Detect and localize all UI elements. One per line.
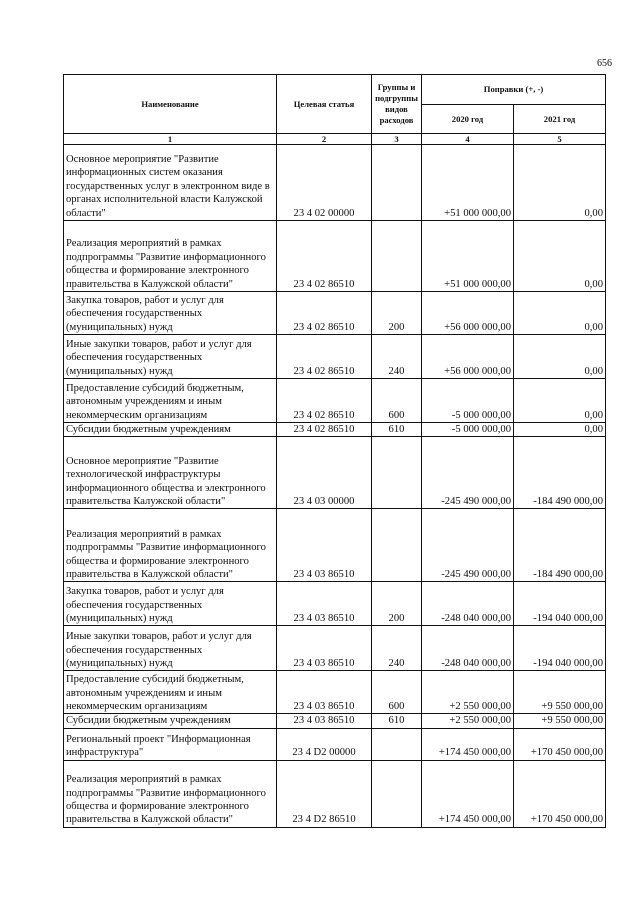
header-name: Наименование	[64, 75, 277, 134]
row-target-code: 23 4 03 86510	[277, 714, 372, 728]
table-row	[64, 423, 606, 437]
table-row	[64, 221, 606, 292]
row-group: 610	[372, 714, 422, 728]
row-group: 240	[372, 626, 422, 671]
row-group	[372, 728, 422, 760]
header-year-2021: 2021 год	[514, 105, 606, 134]
table-row	[64, 292, 606, 335]
row-name: Реализация мероприятий в рамках подпрограммы "Развитие информационного общества и формирование электронного правительства в Калужской области"	[64, 221, 277, 292]
row-name: Реализация мероприятий в рамках подпрограммы "Развитие информационного общества и формирование электронного правительства в Калужской области"	[64, 760, 277, 827]
budget-amendments-table	[63, 74, 606, 828]
row-amount-2021: 0,00	[514, 379, 606, 423]
row-name: Предоставление субсидий бюджетным, автономным учреждениям и иным некоммерческим организациям	[64, 379, 277, 423]
row-group: 200	[372, 582, 422, 626]
row-target-code: 23 4 02 86510	[277, 335, 372, 379]
row-name: Реализация мероприятий в рамках подпрограммы "Развитие информационного общества и формирование электронного правительства в Калужской области"	[64, 509, 277, 582]
row-amount-2020: -5 000 000,00	[422, 423, 514, 437]
row-amount-2021: 0,00	[514, 423, 606, 437]
header-col-number-1: 1	[64, 134, 277, 145]
row-name: Основное мероприятие "Развитие технологической инфраструктуры информационного общества и электронного правительства Калужской области"	[64, 437, 277, 509]
header-col-number-4: 4	[422, 134, 514, 145]
row-name: Иные закупки товаров, работ и услуг для обеспечения государственных (муниципальных) нужд	[64, 626, 277, 671]
row-target-code: 23 4 D2 00000	[277, 728, 372, 760]
row-amount-2021: +9 550 000,00	[514, 671, 606, 714]
row-amount-2021: -184 490 000,00	[514, 437, 606, 509]
row-target-code: 23 4 02 86510	[277, 423, 372, 437]
header-col-number-3: 3	[372, 134, 422, 145]
table-row	[64, 335, 606, 379]
row-name: Региональный проект "Информационная инфраструктура"	[64, 728, 277, 760]
row-amount-2020: +51 000 000,00	[422, 145, 514, 221]
row-target-code: 23 4 03 86510	[277, 582, 372, 626]
row-target-code: 23 4 03 86510	[277, 671, 372, 714]
row-target-code: 23 4 D2 86510	[277, 760, 372, 827]
table-row	[64, 626, 606, 671]
row-amount-2021: 0,00	[514, 145, 606, 221]
row-amount-2020: +56 000 000,00	[422, 292, 514, 335]
header-year-2020: 2020 год	[422, 105, 514, 134]
row-amount-2021: 0,00	[514, 292, 606, 335]
row-name: Предоставление субсидий бюджетным, автономным учреждениям и иным некоммерческим организациям	[64, 671, 277, 714]
row-group: 200	[372, 292, 422, 335]
table-row	[64, 671, 606, 714]
row-group: 600	[372, 379, 422, 423]
row-amount-2021: +9 550 000,00	[514, 714, 606, 728]
row-amount-2020: -245 490 000,00	[422, 509, 514, 582]
row-amount-2020: -5 000 000,00	[422, 379, 514, 423]
row-name: Закупка товаров, работ и услуг для обеспечения государственных (муниципальных) нужд	[64, 292, 277, 335]
table-row	[64, 714, 606, 728]
row-name: Иные закупки товаров, работ и услуг для обеспечения государственных (муниципальных) нужд	[64, 335, 277, 379]
header-expense-groups: Группы и подгруппы видов расходов	[372, 75, 422, 134]
row-group: 600	[372, 671, 422, 714]
row-amount-2021: -184 490 000,00	[514, 509, 606, 582]
row-amount-2020: +56 000 000,00	[422, 335, 514, 379]
table-row	[64, 437, 606, 509]
row-group	[372, 437, 422, 509]
header-col-number-5: 5	[514, 134, 606, 145]
row-amount-2020: +2 550 000,00	[422, 671, 514, 714]
row-name: Основное мероприятие "Развитие информационных систем оказания государственных услуг в электронном виде в органах исполнительной власти Калужской области"	[64, 145, 277, 221]
row-name: Субсидии бюджетным учреждениям	[64, 423, 277, 437]
table-row	[64, 728, 606, 760]
row-target-code: 23 4 03 86510	[277, 509, 372, 582]
row-target-code: 23 4 02 86510	[277, 221, 372, 292]
row-name: Закупка товаров, работ и услуг для обеспечения государственных (муниципальных) нужд	[64, 582, 277, 626]
row-amount-2020: -245 490 000,00	[422, 437, 514, 509]
row-amount-2020: +51 000 000,00	[422, 221, 514, 292]
table-row	[64, 582, 606, 626]
row-amount-2021: 0,00	[514, 335, 606, 379]
row-group: 610	[372, 423, 422, 437]
row-target-code: 23 4 03 00000	[277, 437, 372, 509]
table-row	[64, 379, 606, 423]
row-amount-2020: +174 450 000,00	[422, 760, 514, 827]
row-amount-2021: +170 450 000,00	[514, 760, 606, 827]
row-target-code: 23 4 02 86510	[277, 379, 372, 423]
row-group	[372, 145, 422, 221]
row-group	[372, 221, 422, 292]
table-row	[64, 509, 606, 582]
row-amount-2021: +170 450 000,00	[514, 728, 606, 760]
row-group	[372, 760, 422, 827]
header-target-article: Целевая статья	[277, 75, 372, 134]
header-amendments: Поправки (+, -)	[422, 75, 606, 105]
row-amount-2021: -194 040 000,00	[514, 626, 606, 671]
row-name: Субсидии бюджетным учреждениям	[64, 714, 277, 728]
page-number: 656	[597, 58, 612, 69]
row-group: 240	[372, 335, 422, 379]
row-amount-2020: +2 550 000,00	[422, 714, 514, 728]
table-row	[64, 760, 606, 827]
row-amount-2021: 0,00	[514, 221, 606, 292]
row-amount-2020: -248 040 000,00	[422, 626, 514, 671]
row-amount-2020: -248 040 000,00	[422, 582, 514, 626]
row-amount-2020: +174 450 000,00	[422, 728, 514, 760]
row-target-code: 23 4 02 00000	[277, 145, 372, 221]
table-row	[64, 145, 606, 221]
row-amount-2021: -194 040 000,00	[514, 582, 606, 626]
row-target-code: 23 4 02 86510	[277, 292, 372, 335]
header-col-number-2: 2	[277, 134, 372, 145]
row-target-code: 23 4 03 86510	[277, 626, 372, 671]
row-group	[372, 509, 422, 582]
